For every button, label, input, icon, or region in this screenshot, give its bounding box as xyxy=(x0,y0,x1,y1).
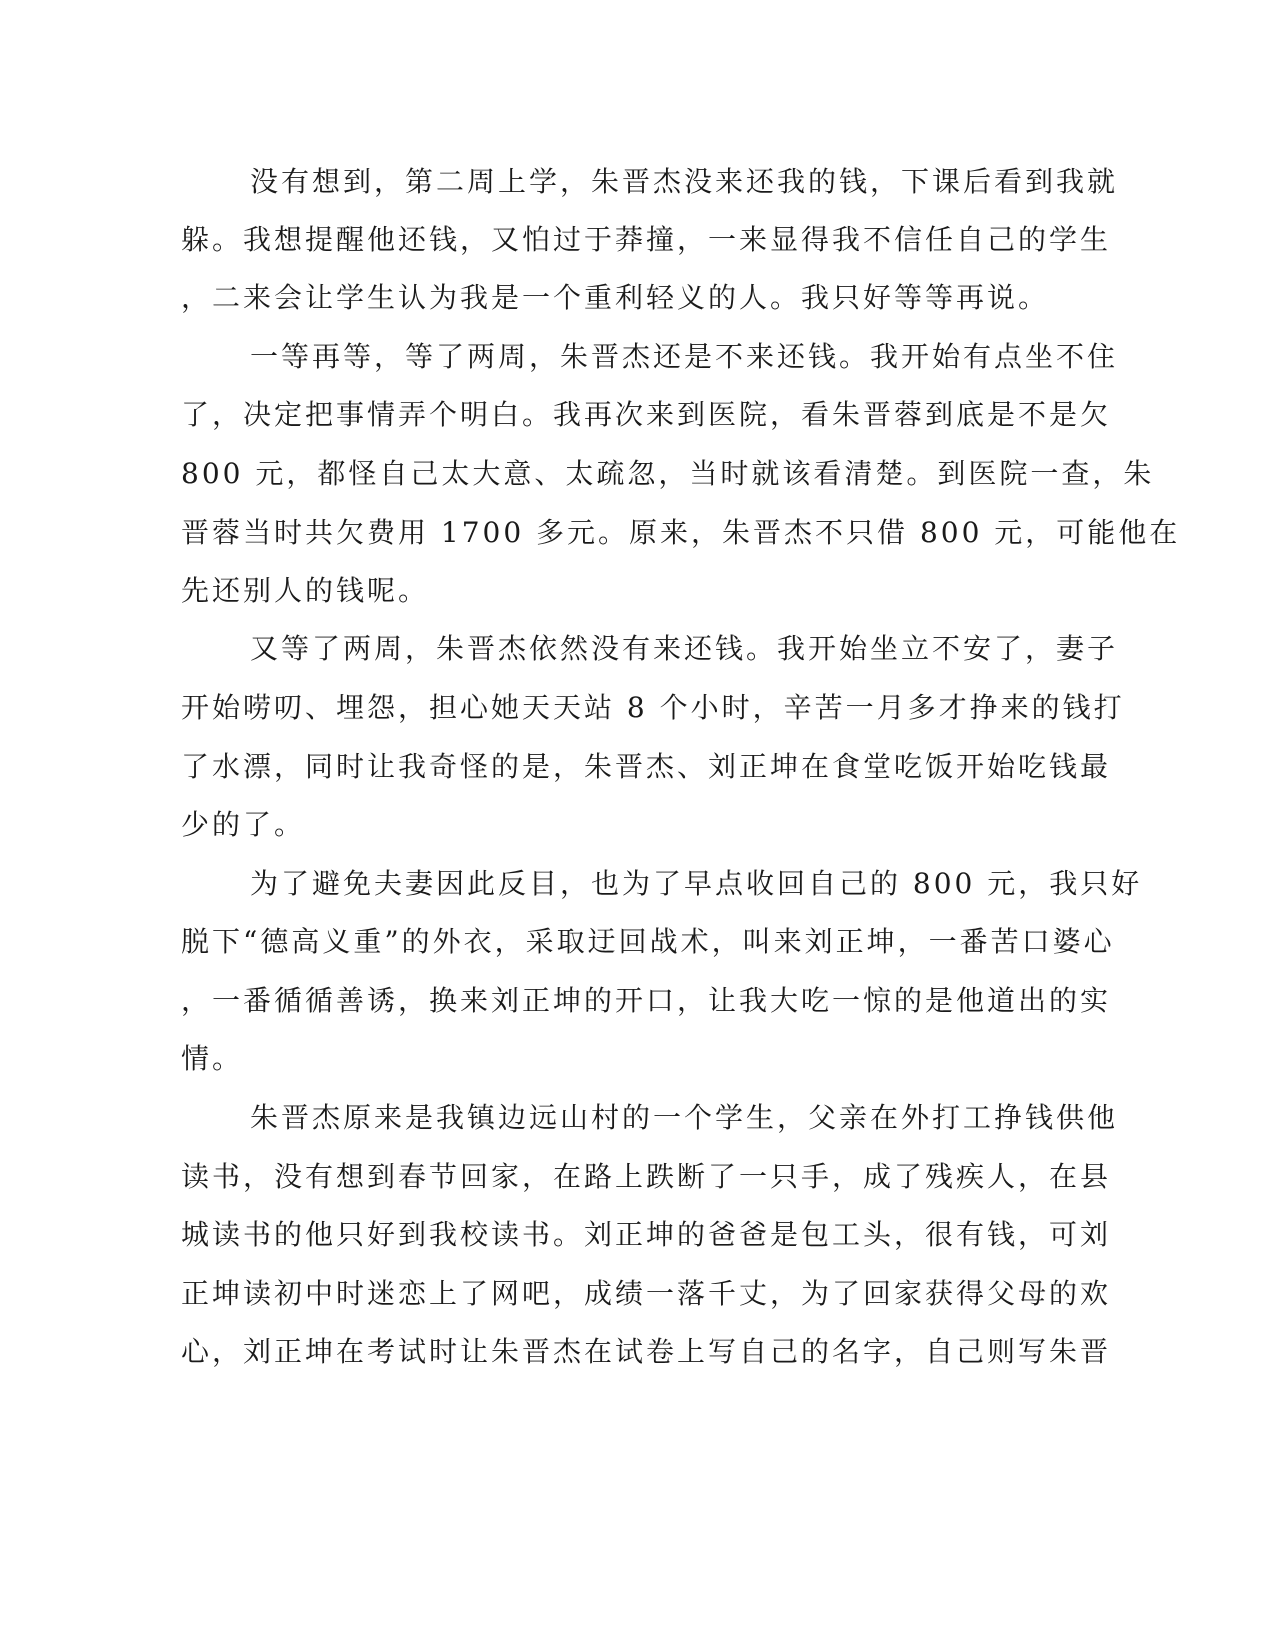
paragraph-3-line-3: 了水漂，同时让我奇怪的是，朱晋杰、刘正坤在食堂吃饭开始吃钱最 xyxy=(181,750,1112,783)
paragraph-5-line-3: 城读书的他只好到我校读书。刘正坤的爸爸是包工头，很有钱，可刘 xyxy=(181,1218,1112,1251)
paragraph-4-line-1: 为了避免夫妻因此反目，也为了早点收回自己的 800 元，我只好 xyxy=(250,867,1143,900)
paragraph-3-line-2: 开始唠叨、埋怨，担心她天天站 8 个小时，辛苦一月多才挣来的钱打 xyxy=(181,691,1125,724)
paragraph-4-line-2: 脱下“德高义重”的外衣，采取迂回战术，叫来刘正坤，一番苦口婆心 xyxy=(181,925,1115,958)
paragraph-2-line-4: 晋蓉当时共欠费用 1700 多元。原来，朱晋杰不只借 800 元，可能他在 xyxy=(181,516,1181,549)
paragraph-1-line-1: 没有想到，第二周上学，朱晋杰没来还我的钱，下课后看到我就 xyxy=(250,165,1119,198)
paragraph-3-line-4: 少的了。 xyxy=(181,808,306,841)
paragraph-4-line-4: 情。 xyxy=(181,1042,244,1075)
paragraph-2-line-3: 800 元，都怪自己太大意、太疏忽，当时就该看清楚。到医院一查，朱 xyxy=(181,457,1155,490)
paragraph-3-line-1: 又等了两周，朱晋杰依然没有来还钱。我开始坐立不安了，妻子 xyxy=(250,632,1119,665)
paragraph-5-line-4: 正坤读初中时迷恋上了网吧，成绩一落千丈，为了回家获得父母的欢 xyxy=(181,1277,1112,1310)
paragraph-5-line-1: 朱晋杰原来是我镇边远山村的一个学生，父亲在外打工挣钱供他 xyxy=(250,1101,1119,1134)
paragraph-5-line-5: 心，刘正坤在考试时让朱晋杰在试卷上写自己的名字，自己则写朱晋 xyxy=(181,1335,1112,1368)
paragraph-4-line-3: ，一番循循善诱，换来刘正坤的开口，让我大吃一惊的是他道出的实 xyxy=(181,984,1112,1017)
paragraph-5-line-2: 读书，没有想到春节回家，在路上跌断了一只手，成了残疾人，在县 xyxy=(181,1160,1112,1193)
paragraph-1-line-3: ，二来会让学生认为我是一个重利轻义的人。我只好等等再说。 xyxy=(181,281,1050,314)
paragraph-1-line-2: 躲。我想提醒他还钱，又怕过于莽撞，一来显得我不信任自己的学生 xyxy=(181,223,1112,256)
paragraph-2-line-2: 了，决定把事情弄个明白。我再次来到医院，看朱晋蓉到底是不是欠 xyxy=(181,398,1112,431)
paragraph-2-line-1: 一等再等，等了两周，朱晋杰还是不来还钱。我开始有点坐不住 xyxy=(250,340,1119,373)
paragraph-2-line-5: 先还别人的钱呢。 xyxy=(181,574,430,607)
